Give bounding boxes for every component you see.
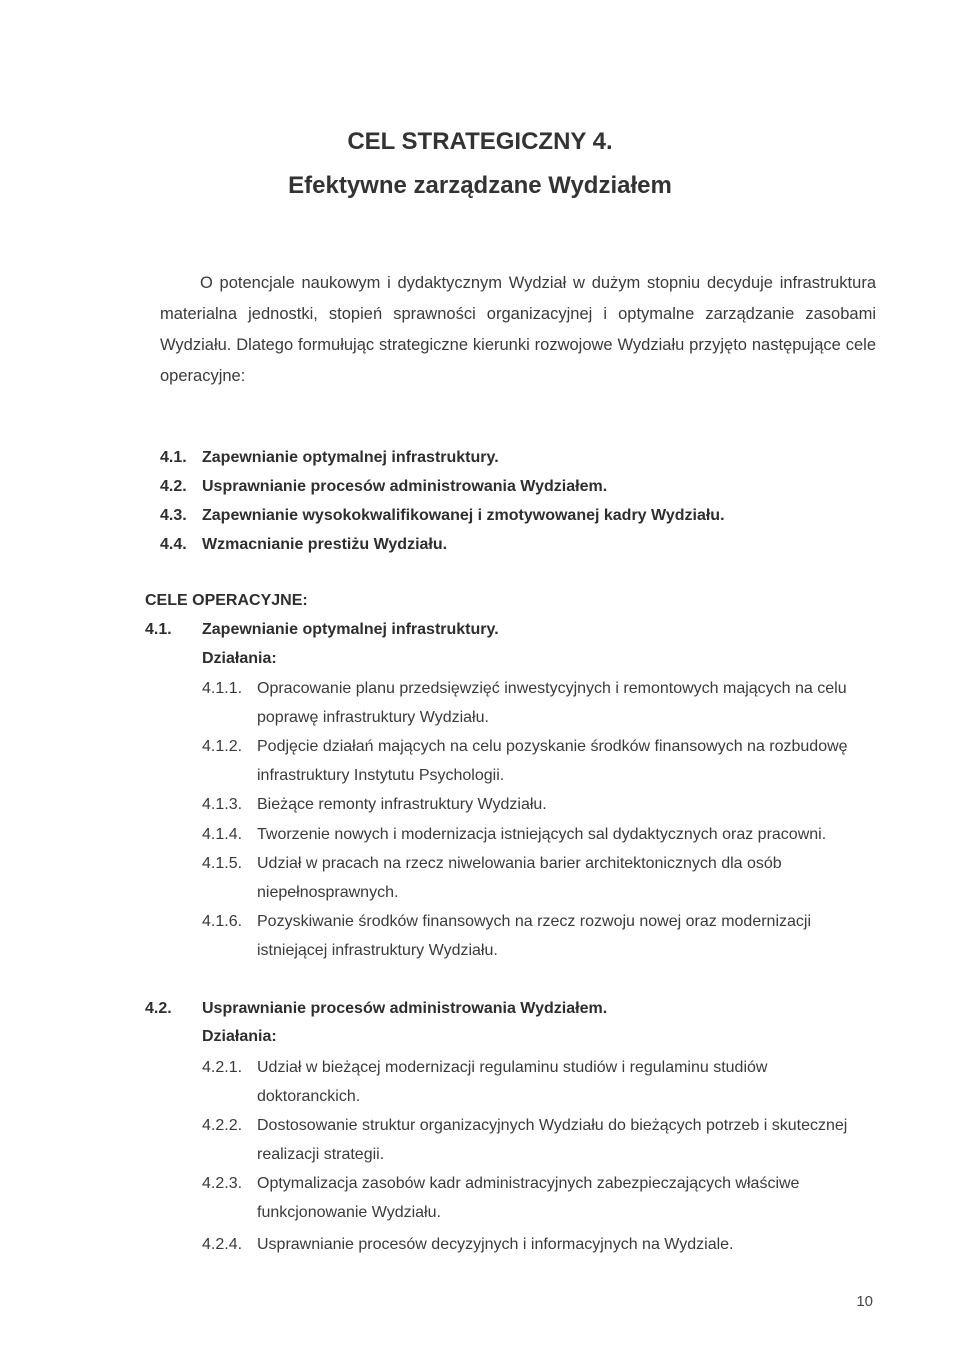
goal-number: 4.3. <box>160 507 187 524</box>
action-item <box>202 1111 862 1169</box>
action-item <box>202 732 862 790</box>
action-text: Dostosowanie struktur organizacyjnych Wydziału do bieżących potrzeb i skutecznej realizacji strategii. <box>257 1117 848 1163</box>
action-text: Podjęcie działań mających na celu pozyskanie środków finansowych na rozbudowę infrastruktury Instytutu Psychologii. <box>257 738 848 784</box>
action-number: 4.2.4. <box>202 1236 243 1253</box>
action-number: 4.1.1. <box>202 680 243 697</box>
action-text: Udział w bieżącej modernizacji regulaminu studiów i regulaminu studiów doktoranckich. <box>257 1059 768 1105</box>
action-text: Tworzenie nowych i modernizacja istniejących sal dydaktycznych oraz pracowni. <box>257 826 827 843</box>
action-item <box>202 849 862 907</box>
operational-goals-heading: CELE OPERACYJNE: <box>145 592 308 609</box>
actions-label: Działania: <box>202 1028 277 1045</box>
goal-number: 4.2. <box>160 478 187 495</box>
action-number: 4.1.2. <box>202 738 243 755</box>
goals-list <box>160 443 725 559</box>
goal-item <box>160 443 725 472</box>
goal-item <box>160 530 725 559</box>
action-number: 4.1.3. <box>202 796 243 813</box>
page-number: 10 <box>856 1293 873 1310</box>
action-item <box>202 790 862 819</box>
section-title <box>145 1000 607 1018</box>
action-item <box>202 820 862 849</box>
action-text: Opracowanie planu przedsięwzięć inwestycyjnych i remontowych mających na celu poprawę infrastruktury Wydziału. <box>257 680 847 726</box>
goal-text: Wzmacnianie prestiżu Wydziału. <box>202 536 448 553</box>
section-number: 4.1. <box>145 621 172 638</box>
section-title <box>145 621 499 639</box>
goal-item <box>160 472 725 501</box>
action-text: Optymalizacja zasobów kadr administracyjnych zabezpieczających właściwe funkcjonowanie Wydziału. <box>257 1175 800 1221</box>
goal-number: 4.4. <box>160 536 187 553</box>
strategic-goal-subtitle: Efektywne zarządzane Wydziałem <box>288 172 672 199</box>
goal-text: Usprawnianie procesów administrowania Wydziałem. <box>202 478 608 495</box>
action-number: 4.1.6. <box>202 913 243 930</box>
goal-item <box>160 501 725 530</box>
action-text: Usprawnianie procesów decyzyjnych i informacyjnych na Wydziale. <box>257 1236 734 1253</box>
action-item <box>202 1053 862 1111</box>
strategic-goal-heading: CEL STRATEGICZNY 4. <box>347 128 613 155</box>
action-text: Bieżące remonty infrastruktury Wydziału. <box>257 796 547 813</box>
intro-paragraph: O potencjale naukowym i dydaktycznym Wydział w dużym stopniu decyduje infrastruktura materialna jednostki, stopień sprawności organizacyjnej i optymalne zarządzanie zasobami Wydziału. Dlatego formułując strategiczne kierunki rozwojowe Wydziału przyjęto następujące cele operacyjne: <box>160 274 876 385</box>
action-item <box>202 1230 862 1259</box>
action-number: 4.2.3. <box>202 1175 243 1192</box>
section-title-text: Usprawnianie procesów administrowania Wydziałem. <box>202 1000 608 1017</box>
goal-number: 4.1. <box>160 449 187 466</box>
action-item <box>202 1169 862 1227</box>
action-number: 4.1.5. <box>202 855 243 872</box>
action-number: 4.2.1. <box>202 1059 243 1076</box>
action-number: 4.2.2. <box>202 1117 243 1134</box>
goal-text: Zapewnianie optymalnej infrastruktury. <box>202 449 499 466</box>
action-number: 4.1.4. <box>202 826 243 843</box>
action-item <box>202 674 862 732</box>
section-title-text: Zapewnianie optymalnej infrastruktury. <box>202 621 499 638</box>
action-item <box>202 907 862 965</box>
action-text: Udział w pracach na rzecz niwelowania barier architektonicznych dla osób niepełnosprawnych. <box>257 855 782 901</box>
goal-text: Zapewnianie wysokokwalifikowanej i zmotywowanej kadry Wydziału. <box>202 507 725 524</box>
action-text: Pozyskiwanie środków finansowych na rzecz rozwoju nowej oraz modernizacji istniejącej infrastruktury Wydziału. <box>257 913 812 959</box>
actions-label: Działania: <box>202 650 277 667</box>
section-number: 4.2. <box>145 1000 172 1017</box>
